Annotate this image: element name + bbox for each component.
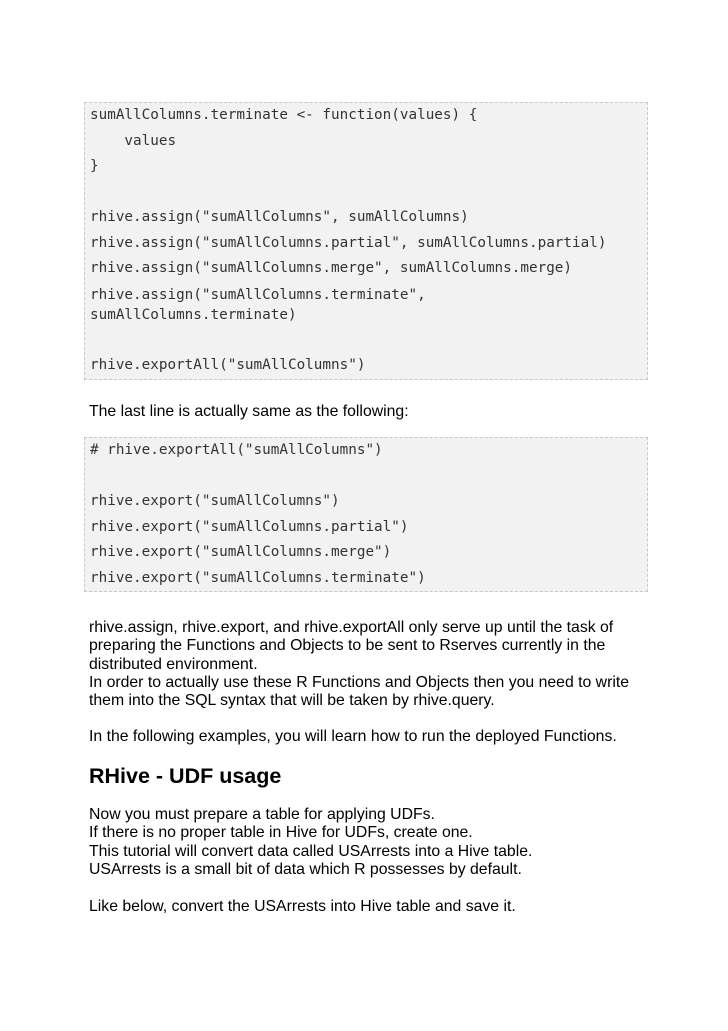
paragraph-line: distributed environment. — [89, 655, 258, 673]
code-line: } — [90, 158, 99, 174]
paragraph-line: USArrests is a small bit of data which R possesses by default. — [89, 860, 522, 878]
code-line-blank — [90, 328, 642, 354]
code-line: sumAllColumns.terminate <- function(values) { — [90, 107, 478, 123]
code-line: rhive.export("sumAllColumns.terminate") — [90, 569, 426, 586]
code-line-blank — [90, 464, 642, 490]
paragraph-text: The last line is actually same as the following: — [89, 403, 409, 420]
paragraph-line: preparing the Functions and Objects to be sent to Rserves currently in the — [89, 637, 606, 655]
paragraph-udf-intro — [89, 806, 649, 879]
paragraph-line: Now you must prepare a table for applying UDFs. — [89, 806, 435, 823]
code-line-blank — [90, 180, 642, 206]
code-line: rhive.assign("sumAllColumns.terminate", sumAllColumns.terminate) — [90, 286, 426, 323]
paragraph-line: rhive.assign, rhive.export, and rhive.exportAll only serve up until the task of — [89, 619, 614, 636]
code-line: values — [90, 132, 177, 149]
code-line: rhive.export("sumAllColumns") — [90, 493, 340, 509]
paragraph-text: In the following examples, you will learn how to run the deployed Functions. — [89, 728, 617, 745]
code-block-export — [84, 437, 648, 592]
paragraph-line: them into the SQL syntax that will be taken by rhive.query. — [89, 692, 495, 710]
code-block-assign — [84, 102, 648, 380]
paragraph-like-below — [89, 898, 649, 916]
section-heading: RHive - UDF usage — [89, 764, 282, 788]
paragraph-last-line — [89, 403, 649, 421]
paragraph-line: This tutorial will convert data called USArrests into a Hive table. — [89, 842, 533, 860]
code-line: rhive.export("sumAllColumns.merge") — [90, 544, 392, 560]
paragraph-rhive-explanation — [89, 619, 649, 710]
code-line: rhive.assign("sumAllColumns.merge", sumAllColumns.merge) — [90, 260, 573, 276]
paragraph-line: In order to actually use these R Functions and Objects then you need to write — [89, 673, 630, 691]
code-line: rhive.export("sumAllColumns.partial") — [90, 518, 409, 535]
paragraph-text: Like below, convert the USArrests into Hive table and save it. — [89, 898, 516, 915]
code-line: rhive.assign("sumAllColumns.partial", sumAllColumns.partial) — [90, 234, 607, 251]
code-line: # rhive.exportAll("sumAllColumns") — [90, 442, 383, 458]
code-line: rhive.assign("sumAllColumns", sumAllColumns) — [90, 209, 469, 225]
paragraph-line: If there is no proper table in Hive for UDFs, create one. — [89, 824, 473, 842]
code-line: rhive.exportAll("sumAllColumns") — [90, 357, 366, 373]
paragraph-examples — [89, 728, 649, 746]
